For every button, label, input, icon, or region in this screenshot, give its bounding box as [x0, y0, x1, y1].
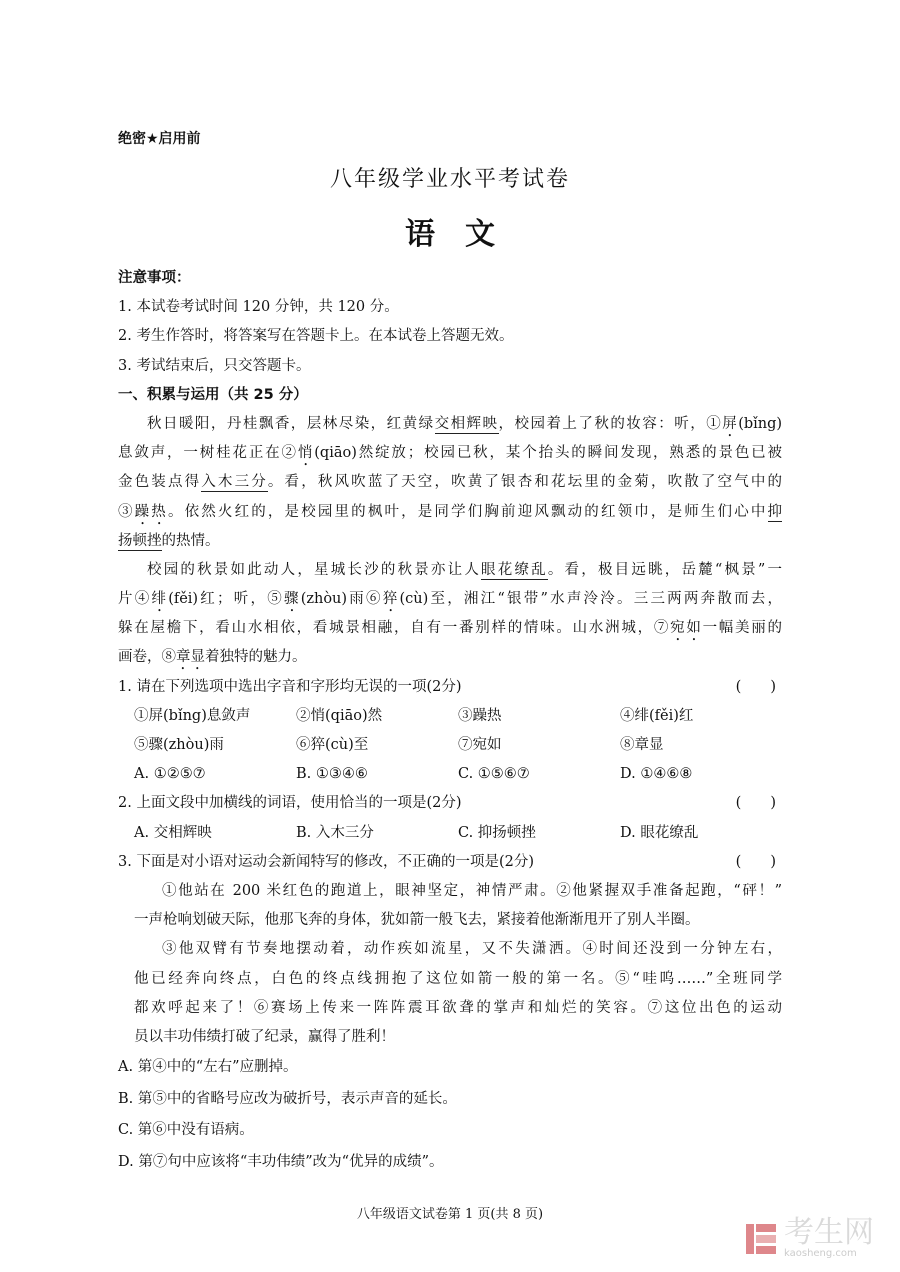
option: ④绯(fěi)红 — [620, 707, 694, 724]
option: B. 第⑤中的省略号应改为破折号，表示声音的延长。 — [118, 1090, 457, 1107]
passage-line — [118, 1023, 782, 1052]
reading-passage — [118, 410, 782, 673]
option: B. 入木三分 — [296, 824, 374, 841]
text-segment: (cù)至，湘江“银带”水声泠泠。三三两两奔散而去， — [399, 591, 783, 608]
text-segment: 。看，极目远眺，岳麓“枫景”一 — [547, 561, 783, 578]
option-row — [118, 731, 782, 760]
text-segment: 一幅美丽的 — [702, 620, 783, 637]
dotted-char: 躁热 — [134, 503, 168, 520]
option: ⑧章显 — [620, 737, 664, 753]
option: C. ①⑤⑥⑦ — [458, 766, 530, 783]
text-segment: (zhòu)雨⑥ — [300, 591, 383, 608]
questions — [118, 673, 782, 1178]
question-text: 2. 上面文段中加横线的词语，使用恰当的一项是(2分) — [118, 795, 462, 812]
answer-blank: ( ) — [735, 853, 776, 870]
underlined-word: 交相辉映 — [434, 415, 499, 432]
text-segment: 息敛声，一树桂花正在② — [118, 445, 298, 462]
text-segment: 画卷，⑧ — [118, 649, 176, 666]
question-text: 3. 下面是对小语对运动会新闻特写的修改，不正确的一项是(2分) — [118, 853, 534, 870]
passage-line — [118, 965, 782, 994]
text-segment: 秋日暖阳，丹桂飘香，层林尽染，红黄绿 — [147, 415, 435, 432]
option: C. 抑扬顿挫 — [458, 824, 536, 841]
text-segment: 的热情。 — [161, 532, 220, 549]
dotted-char: 绯 — [151, 591, 169, 608]
option: ⑥猝(cù)至 — [296, 737, 369, 753]
passage-line — [118, 468, 782, 497]
question-stem — [118, 848, 782, 877]
text-segment: 金色装点得 — [118, 474, 202, 491]
text-segment: ，校园着上了秋的妆容：听，① — [498, 415, 723, 432]
text-segment: 。依然火红的，是校园里的枫叶，是同学们胸前迎风飘动的红领巾，是师生们心中 — [167, 503, 768, 520]
dotted-char: 屏 — [722, 415, 739, 432]
underlined-word: 眼花缭乱 — [481, 561, 548, 578]
text-segment: ③ — [118, 503, 135, 520]
page-footer: 八年级语文试卷第 1 页(共 8 页) — [356, 1207, 544, 1222]
option: ②悄(qiāo)然 — [296, 707, 383, 724]
dotted-char: 宛如 — [670, 620, 703, 637]
text-segment: 躲在屋檐下，看山水相依，看城景相融，自有一番别样的情味。山水洲城，⑦ — [118, 620, 671, 637]
text-segment: ①他站在 200 米红色的跑道上，眼神坚定，神情严肃。②他紧握双手准备起跑，“砰！” — [162, 882, 782, 899]
answer-blank: ( ) — [735, 678, 776, 695]
dotted-char: 章显 — [176, 649, 205, 666]
option-row — [118, 760, 782, 789]
text-segment: 着独特的魅力。 — [205, 649, 307, 666]
option: ①屏(bǐng)息敛声 — [134, 707, 251, 724]
notice-item: 1. 本试卷考试时间 120 分钟，共 120 分。 — [118, 299, 399, 316]
option-row — [118, 819, 782, 848]
dotted-char: 骤 — [283, 591, 301, 608]
option-row — [118, 702, 782, 731]
underlined-word: 入木三分 — [201, 474, 268, 491]
passage-line — [118, 614, 782, 643]
answer-blank: ( ) — [735, 795, 776, 812]
option: A. 第④中的“左右”应删掉。 — [118, 1059, 298, 1076]
text-segment: 他已经奔向终点，白色的终点线拥抱了这位如箭一般的第一名。⑤“哇呜……”全班同学 — [134, 970, 782, 987]
passage-line — [118, 410, 782, 439]
passage-line — [118, 994, 782, 1023]
question-stem — [118, 673, 782, 702]
notice-item: 3. 考试结束后，只交答题卡。 — [118, 357, 311, 374]
passage-line — [118, 877, 782, 906]
passage-line — [118, 906, 782, 935]
notice-item: 2. 考生作答时，将答案写在答题卡上。在本试卷上答题无效。 — [118, 328, 514, 345]
underlined-word: 扬顿挫 — [118, 532, 162, 549]
passage-line — [118, 935, 782, 964]
option: D. 第⑦句中应该将“丰功伟绩”改为“优异的成绩”。 — [118, 1153, 444, 1170]
option: B. ①③④⑥ — [296, 766, 368, 783]
watermark — [744, 1215, 874, 1259]
watermark-url: kaosheng.com — [784, 1248, 857, 1259]
text-segment: 都欢呼起来了！⑥赛场上传来一阵阵震耳欲聋的掌声和灿烂的笑容。⑦这位出色的运动 — [134, 999, 782, 1016]
confidential-label: 绝密★启用前 — [118, 131, 201, 147]
option: A. 交相辉映 — [134, 824, 212, 841]
question-stem — [118, 789, 782, 818]
passage-line — [118, 527, 782, 556]
option: ③躁热 — [458, 707, 502, 724]
kaosheng-logo-icon — [744, 1222, 778, 1256]
text-segment: (qiāo)然绽放；校园已秋，某个抬头的瞬间发现，熟悉的景色已被 — [314, 445, 783, 462]
option: C. 第⑥中没有语病。 — [118, 1122, 254, 1139]
underlined-word: 抑 — [767, 503, 783, 520]
notice-heading: 注意事项： — [118, 270, 191, 286]
question-text: 1. 请在下列选项中选出字音和字形均无误的一项(2分) — [118, 678, 462, 695]
passage-line — [118, 439, 782, 468]
option: D. 眼花缭乱 — [620, 824, 699, 841]
option: D. ①④⑥⑧ — [620, 766, 693, 783]
option: A. ①②⑤⑦ — [134, 766, 206, 783]
exam-page — [118, 124, 782, 1178]
watermark-name: 考生网 — [784, 1215, 874, 1250]
text-segment: 一声枪响划破天际，他那飞奔的身体，犹如箭一般飞去，紧接着他渐渐甩开了别人半圈。 — [134, 912, 700, 929]
text-segment: 员以丰功伟绩打破了纪录，赢得了胜利！ — [134, 1028, 395, 1045]
option: ⑦宛如 — [458, 737, 502, 753]
passage-line — [118, 498, 782, 527]
passage-line — [118, 585, 782, 614]
dotted-char: 猝 — [382, 591, 400, 608]
text-segment: 。看，秋风吹蓝了天空，吹黄了银杏和花坛里的金菊，吹散了空气中的 — [267, 474, 783, 491]
subject-title: 语 文 — [405, 217, 495, 252]
text-segment: 校园的秋景如此动人，星城长沙的秋景亦让人 — [147, 561, 482, 578]
text-segment: ③他双臂有节奏地摆动着，动作疾如流星，又不失潇洒。④时间还没到一分钟左右， — [162, 941, 782, 958]
dotted-char: 悄 — [297, 445, 315, 462]
text-segment: (fěi)红；听，⑤ — [168, 591, 284, 608]
passage-line — [118, 643, 782, 672]
option: ⑤骤(zhòu)雨 — [134, 737, 224, 753]
section-heading: 一、积累与运用（共 25 分） — [118, 386, 308, 403]
text-segment: 片④ — [118, 591, 152, 608]
passage-line — [118, 556, 782, 585]
text-segment: (bǐng) — [738, 415, 783, 432]
exam-title: 八年级学业水平考试卷 — [329, 167, 570, 192]
